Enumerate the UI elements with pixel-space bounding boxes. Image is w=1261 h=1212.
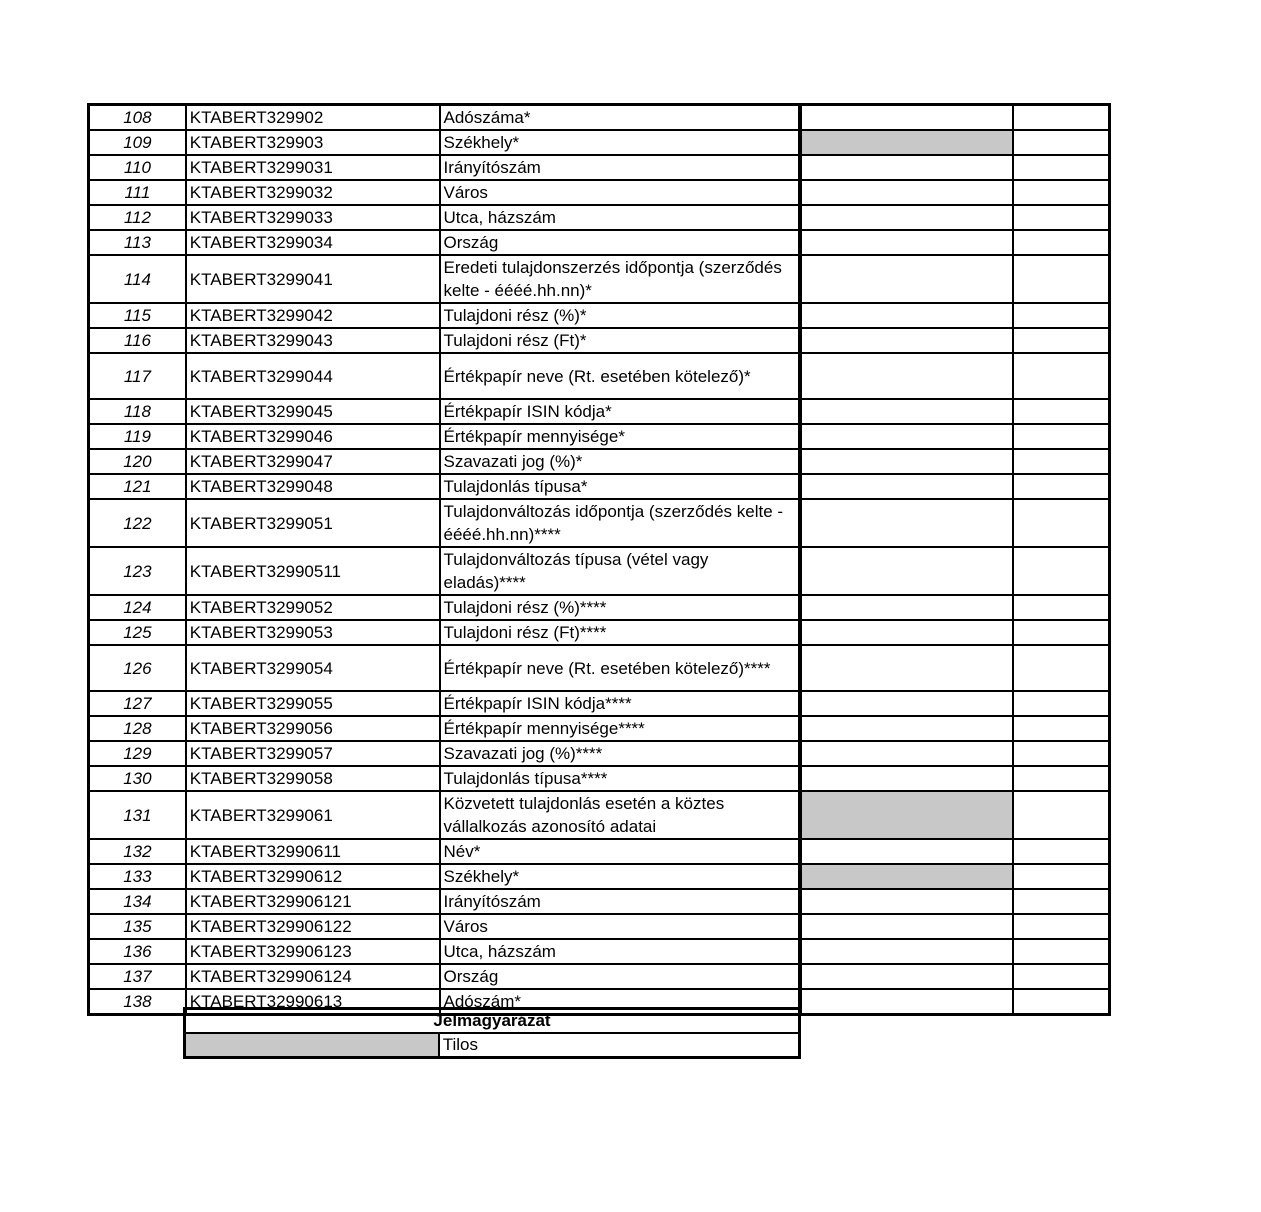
- legend-table: [183, 1007, 801, 1059]
- row-label: Utca, házszám: [440, 205, 800, 230]
- table-row: [89, 547, 1110, 595]
- table-row: [89, 353, 1110, 399]
- table-row: [89, 474, 1110, 499]
- row-label: Adószáma*: [440, 105, 800, 131]
- row-extra-cell: [1013, 105, 1109, 131]
- row-label: Tulajdoni rész (%)****: [440, 595, 800, 620]
- data-table: [87, 103, 1111, 1016]
- row-value-cell: [800, 180, 1014, 205]
- row-code: KTABERT329906122: [186, 914, 440, 939]
- row-code: KTABERT3299055: [186, 691, 440, 716]
- row-label: Ország: [440, 230, 800, 255]
- row-code: KTABERT3299041: [186, 255, 440, 303]
- table-row: [89, 691, 1110, 716]
- row-number: 127: [89, 691, 186, 716]
- row-value-cell: [800, 499, 1014, 547]
- row-code: KTABERT3299044: [186, 353, 440, 399]
- row-label: Értékpapír ISIN kódja****: [440, 691, 800, 716]
- row-label: Értékpapír neve (Rt. esetében kötelező)****: [440, 645, 800, 691]
- row-number: 111: [89, 180, 186, 205]
- row-extra-cell: [1013, 499, 1109, 547]
- row-value-cell: [800, 791, 1014, 839]
- row-label: Irányítószám: [440, 889, 800, 914]
- row-number: 129: [89, 741, 186, 766]
- row-code: KTABERT3299047: [186, 449, 440, 474]
- row-code: KTABERT3299046: [186, 424, 440, 449]
- row-code: KTABERT3299033: [186, 205, 440, 230]
- row-extra-cell: [1013, 230, 1109, 255]
- row-value-cell: [800, 328, 1014, 353]
- row-value-cell: [800, 645, 1014, 691]
- row-value-cell: [800, 716, 1014, 741]
- row-code: KTABERT32990613: [186, 989, 440, 1015]
- row-value-cell: [800, 449, 1014, 474]
- row-label: Eredeti tulajdonszerzés időpontja (szerződés kelte - éééé.hh.nn)*: [440, 255, 800, 303]
- row-extra-cell: [1013, 939, 1109, 964]
- table-row: [89, 205, 1110, 230]
- row-label: Tulajdonváltozás típusa (vétel vagy eladás)****: [440, 547, 800, 595]
- legend-swatch-forbidden: [185, 1033, 439, 1058]
- row-number: 119: [89, 424, 186, 449]
- row-value-cell: [800, 155, 1014, 180]
- row-label: Szavazati jog (%)*: [440, 449, 800, 474]
- row-extra-cell: [1013, 864, 1109, 889]
- row-extra-cell: [1013, 155, 1109, 180]
- row-code: KTABERT3299061: [186, 791, 440, 839]
- table-row: [89, 620, 1110, 645]
- row-number: 137: [89, 964, 186, 989]
- row-code: KTABERT3299048: [186, 474, 440, 499]
- row-number: 123: [89, 547, 186, 595]
- row-extra-cell: [1013, 889, 1109, 914]
- row-label: Ország: [440, 964, 800, 989]
- row-value-cell: [800, 864, 1014, 889]
- row-label: Város: [440, 914, 800, 939]
- table-row: [89, 964, 1110, 989]
- row-number: 115: [89, 303, 186, 328]
- row-label: Szavazati jog (%)****: [440, 741, 800, 766]
- table-row: [89, 716, 1110, 741]
- row-value-cell: [800, 741, 1014, 766]
- row-code: KTABERT32990612: [186, 864, 440, 889]
- row-number: 128: [89, 716, 186, 741]
- row-number: 135: [89, 914, 186, 939]
- row-code: KTABERT329906121: [186, 889, 440, 914]
- table-row: [89, 766, 1110, 791]
- row-label: Tulajdoni rész (%)*: [440, 303, 800, 328]
- row-extra-cell: [1013, 303, 1109, 328]
- row-number: 108: [89, 105, 186, 131]
- table-row: [89, 130, 1110, 155]
- row-value-cell: [800, 620, 1014, 645]
- row-label: Tulajdonváltozás időpontja (szerződés kelte - éééé.hh.nn)****: [440, 499, 800, 547]
- row-number: 130: [89, 766, 186, 791]
- table-row: [89, 255, 1110, 303]
- row-extra-cell: [1013, 353, 1109, 399]
- row-code: KTABERT3299054: [186, 645, 440, 691]
- row-number: 132: [89, 839, 186, 864]
- row-number: 117: [89, 353, 186, 399]
- row-code: KTABERT3299042: [186, 303, 440, 328]
- row-value-cell: [800, 353, 1014, 399]
- row-extra-cell: [1013, 766, 1109, 791]
- legend-label-forbidden: Tilos: [439, 1033, 800, 1058]
- row-code: KTABERT3299031: [186, 155, 440, 180]
- table-row: [89, 939, 1110, 964]
- row-code: KTABERT3299058: [186, 766, 440, 791]
- row-label: Város: [440, 180, 800, 205]
- row-code: KTABERT3299056: [186, 716, 440, 741]
- row-code: KTABERT329906124: [186, 964, 440, 989]
- table-row: [89, 864, 1110, 889]
- row-value-cell: [800, 130, 1014, 155]
- row-extra-cell: [1013, 328, 1109, 353]
- row-code: KTABERT3299051: [186, 499, 440, 547]
- table-row: [89, 424, 1110, 449]
- row-label: Utca, házszám: [440, 939, 800, 964]
- row-extra-cell: [1013, 989, 1109, 1015]
- row-label: Adószám*: [440, 989, 800, 1015]
- row-label: Értékpapír neve (Rt. esetében kötelező)*: [440, 353, 800, 399]
- row-value-cell: [800, 205, 1014, 230]
- row-label: Tulajdoni rész (Ft)****: [440, 620, 800, 645]
- table-row: [89, 741, 1110, 766]
- row-extra-cell: [1013, 839, 1109, 864]
- row-number: 112: [89, 205, 186, 230]
- row-value-cell: [800, 889, 1014, 914]
- row-number: 131: [89, 791, 186, 839]
- row-value-cell: [800, 914, 1014, 939]
- row-extra-cell: [1013, 645, 1109, 691]
- table-row: [89, 839, 1110, 864]
- row-code: KTABERT329903: [186, 130, 440, 155]
- row-value-cell: [800, 839, 1014, 864]
- legend-item-row: [185, 1033, 800, 1058]
- row-code: KTABERT3299043: [186, 328, 440, 353]
- row-extra-cell: [1013, 255, 1109, 303]
- row-number: 114: [89, 255, 186, 303]
- row-extra-cell: [1013, 180, 1109, 205]
- table-row: [89, 399, 1110, 424]
- row-value-cell: [800, 766, 1014, 791]
- table-row: [89, 180, 1110, 205]
- row-label: Értékpapír ISIN kódja*: [440, 399, 800, 424]
- row-value-cell: [800, 474, 1014, 499]
- table-row: [89, 889, 1110, 914]
- row-extra-cell: [1013, 547, 1109, 595]
- row-number: 126: [89, 645, 186, 691]
- row-code: KTABERT3299032: [186, 180, 440, 205]
- data-table-body: [89, 105, 1110, 1015]
- row-number: 121: [89, 474, 186, 499]
- row-number: 122: [89, 499, 186, 547]
- table-row: [89, 914, 1110, 939]
- row-code: KTABERT32990511: [186, 547, 440, 595]
- row-extra-cell: [1013, 791, 1109, 839]
- row-label: Irányítószám: [440, 155, 800, 180]
- row-extra-cell: [1013, 130, 1109, 155]
- row-extra-cell: [1013, 474, 1109, 499]
- row-code: KTABERT3299057: [186, 741, 440, 766]
- table-row: [89, 791, 1110, 839]
- row-extra-cell: [1013, 741, 1109, 766]
- row-value-cell: [800, 989, 1014, 1015]
- row-number: 109: [89, 130, 186, 155]
- row-code: KTABERT3299052: [186, 595, 440, 620]
- row-label: Tulajdoni rész (Ft)*: [440, 328, 800, 353]
- row-extra-cell: [1013, 399, 1109, 424]
- row-value-cell: [800, 255, 1014, 303]
- row-label: Közvetett tulajdonlás esetén a köztes vállalkozás azonosító adatai: [440, 791, 800, 839]
- legend-title: Jelmagyarázat: [185, 1009, 800, 1034]
- row-extra-cell: [1013, 449, 1109, 474]
- row-extra-cell: [1013, 205, 1109, 230]
- row-extra-cell: [1013, 716, 1109, 741]
- row-label: Székhely*: [440, 864, 800, 889]
- row-label: Székhely*: [440, 130, 800, 155]
- row-label: Értékpapír mennyisége****: [440, 716, 800, 741]
- row-value-cell: [800, 105, 1014, 131]
- row-value-cell: [800, 230, 1014, 255]
- row-extra-cell: [1013, 914, 1109, 939]
- row-number: 113: [89, 230, 186, 255]
- row-value-cell: [800, 964, 1014, 989]
- row-extra-cell: [1013, 424, 1109, 449]
- table-row: [89, 595, 1110, 620]
- legend-header-row: [185, 1009, 800, 1034]
- row-extra-cell: [1013, 620, 1109, 645]
- table-row: [89, 449, 1110, 474]
- table-row: [89, 230, 1110, 255]
- row-number: 118: [89, 399, 186, 424]
- row-value-cell: [800, 691, 1014, 716]
- row-label: Értékpapír mennyisége*: [440, 424, 800, 449]
- table-row: [89, 499, 1110, 547]
- row-value-cell: [800, 303, 1014, 328]
- table-row: [89, 155, 1110, 180]
- row-label: Név*: [440, 839, 800, 864]
- row-number: 136: [89, 939, 186, 964]
- row-number: 138: [89, 989, 186, 1015]
- row-value-cell: [800, 424, 1014, 449]
- table-row: [89, 645, 1110, 691]
- table-row: [89, 303, 1110, 328]
- row-code: KTABERT32990611: [186, 839, 440, 864]
- row-extra-cell: [1013, 595, 1109, 620]
- row-number: 120: [89, 449, 186, 474]
- table-row: [89, 328, 1110, 353]
- row-extra-cell: [1013, 691, 1109, 716]
- row-extra-cell: [1013, 964, 1109, 989]
- row-code: KTABERT329902: [186, 105, 440, 131]
- row-number: 124: [89, 595, 186, 620]
- row-number: 134: [89, 889, 186, 914]
- table-row: [89, 105, 1110, 131]
- row-value-cell: [800, 595, 1014, 620]
- row-label: Tulajdonlás típusa****: [440, 766, 800, 791]
- row-value-cell: [800, 939, 1014, 964]
- row-code: KTABERT3299034: [186, 230, 440, 255]
- row-code: KTABERT3299053: [186, 620, 440, 645]
- row-value-cell: [800, 547, 1014, 595]
- row-number: 125: [89, 620, 186, 645]
- row-number: 110: [89, 155, 186, 180]
- row-code: KTABERT3299045: [186, 399, 440, 424]
- row-value-cell: [800, 399, 1014, 424]
- row-number: 116: [89, 328, 186, 353]
- row-code: KTABERT329906123: [186, 939, 440, 964]
- row-number: 133: [89, 864, 186, 889]
- row-label: Tulajdonlás típusa*: [440, 474, 800, 499]
